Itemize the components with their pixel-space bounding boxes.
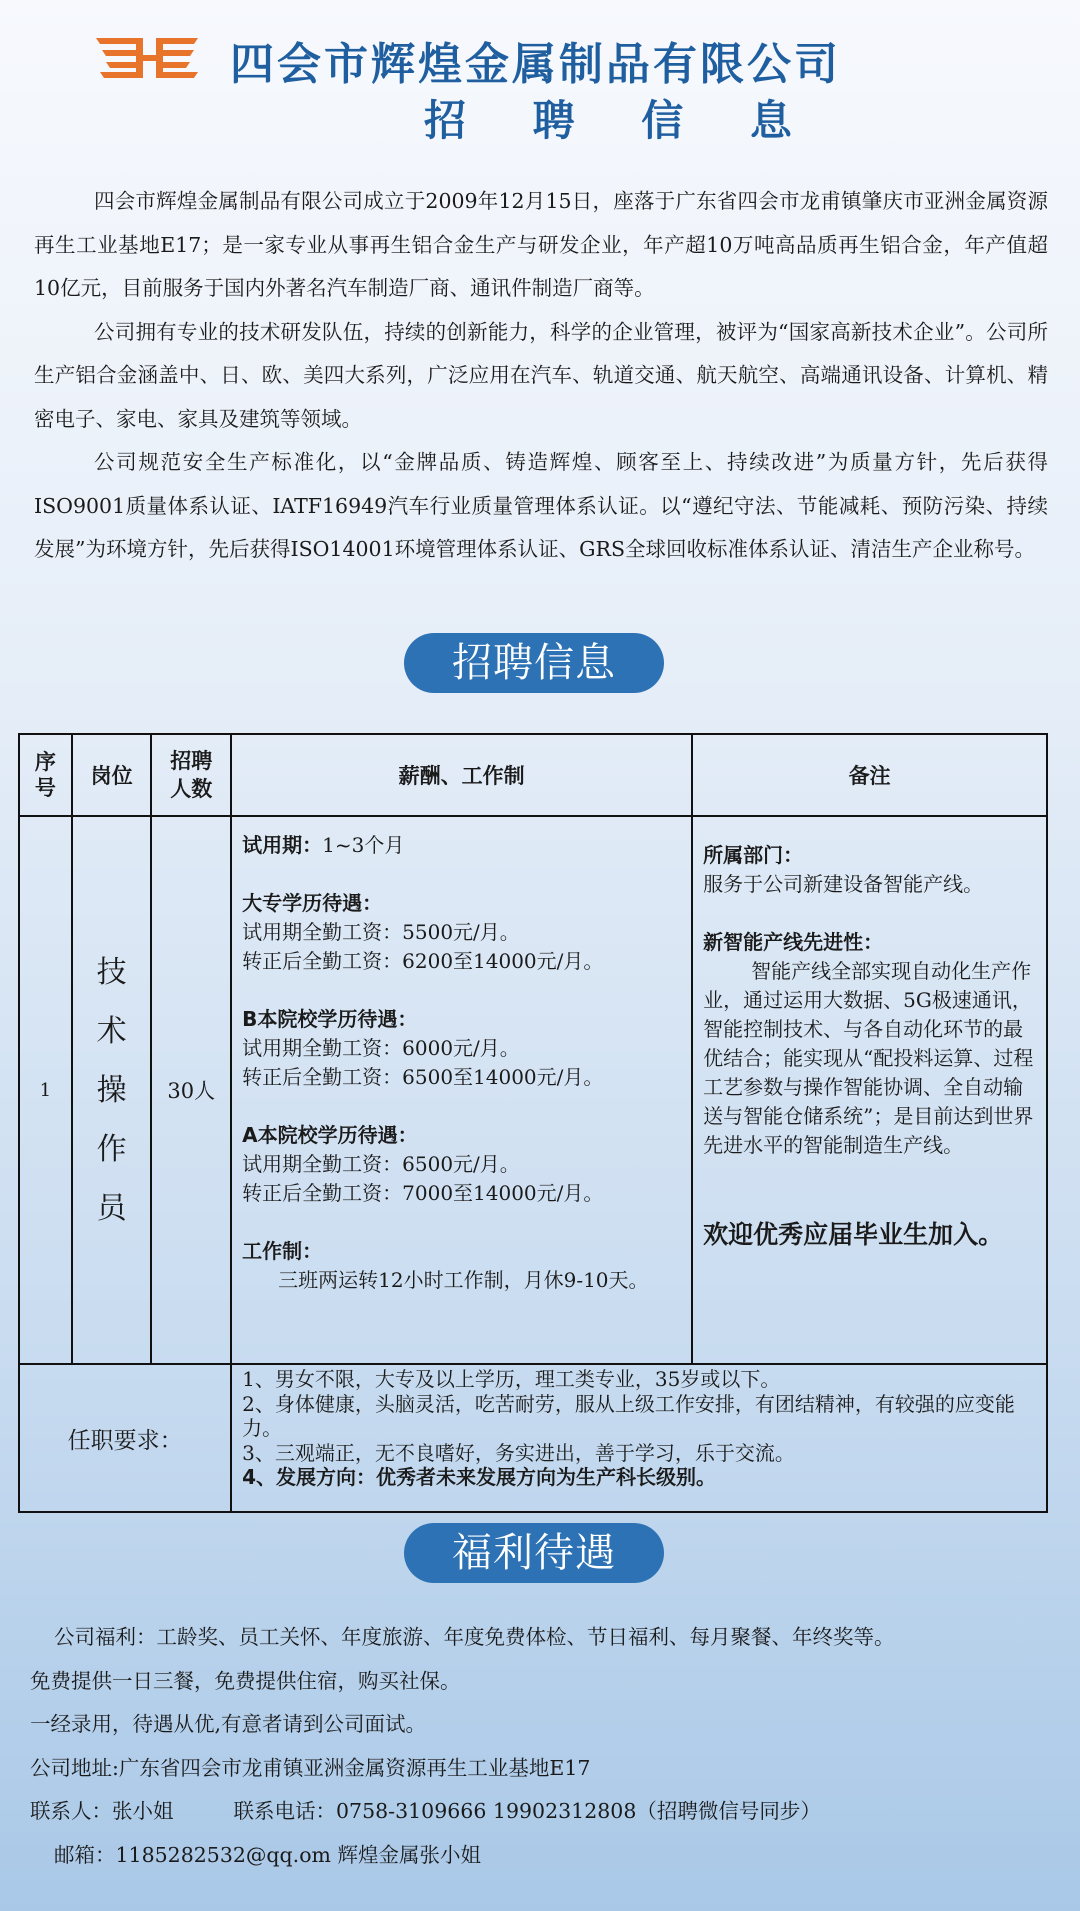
a-line: 试用期全勤工资：6500元/月。 <box>242 1152 520 1176</box>
contact-email: 邮箱：1185282532@qq.om 辉煌金属张小姐 <box>54 1842 481 1867</box>
probation-label: 试用期： <box>242 833 323 857</box>
post-char: 作 <box>96 1131 127 1167</box>
contact-person: 联系人：张小姐 <box>30 1799 174 1823</box>
header-pay: 薪酬、工作制 <box>231 734 692 816</box>
work-label: 工作制： <box>242 1239 323 1263</box>
requirement-item: 3、三观端正，无不良嗜好，务实进出，善于学习，乐于交流。 <box>242 1440 795 1465</box>
requirements-row <box>19 1364 1047 1512</box>
company-address: 公司地址:广东省四会市龙甫镇亚洲金属资源再生工业基地E17 <box>30 1755 591 1780</box>
table-header-row <box>19 734 1047 816</box>
row-no: 1 <box>19 816 72 1364</box>
welcome-text: 欢迎优秀应届毕业生加入。 <box>703 1220 1004 1249</box>
benefits-line: 免费提供一日三餐，免费提供住宿，购买社保。 <box>30 1668 461 1693</box>
dept-text: 服务于公司新建设备智能产线。 <box>703 872 984 896</box>
header-note: 备注 <box>692 734 1047 816</box>
a-line: 转正后全勤工资：7000至14000元/月。 <box>242 1181 604 1205</box>
company-intro <box>34 180 1048 572</box>
requirements-list <box>231 1364 1047 1512</box>
recruitment-subtitle: 招 聘 信 息 <box>424 96 818 145</box>
intro-paragraph: 公司规范安全生产标准化，以“金牌品质、铸造辉煌、顾客至上、持续改进”为质量方针，先后获得ISO9001质量体系认证、IATF16949汽车行业质量管理体系认证。以“遵纪守法、节能减耗、预防污染、持续发展”为环境方针，先后获得ISO14001环境管理体系认证、GRS全球回收标准体系认证、清洁生产企业称号。 <box>34 450 1048 561</box>
probation-line <box>242 831 681 860</box>
contact-line <box>30 1790 1060 1834</box>
header-post: 岗位 <box>72 734 152 816</box>
intro-paragraph: 公司拥有专业的技术研发队伍，持续的创新能力，科学的企业管理，被评为“国家高新技术企业”。公司所生产铝合金涵盖中、日、欧、美四大系列，广泛应用在汽车、轨道交通、航天航空、高端通讯设备、计算机、精密电子、家电、家具及建筑等领域。 <box>34 319 1048 431</box>
b-label: B本院校学历待遇： <box>242 1007 418 1031</box>
requirement-item: 2、身体健康，头脑灵活，吃苦耐劳，服从上级工作安排，有团结精神，有较强的应变能力。 <box>242 1391 1015 1440</box>
row-note <box>692 816 1047 1364</box>
intro-paragraph: 四会市辉煌金属制品有限公司成立于2009年12月15日，座落于广东省四会市龙甫镇肇庆市亚洲金属资源再生工业基地E17；是一家专业从事再生铝合金生产与研发企业，年产超10万吨高品质再生铝合金，年产值超10亿元，目前服务于国内外著名汽车制造厂商、通讯件制造厂商等。 <box>34 189 1048 300</box>
job-table <box>18 733 1048 1513</box>
page-header <box>0 28 1080 148</box>
table-row <box>19 816 1047 1364</box>
a-label: A本院校学历待遇： <box>242 1123 418 1147</box>
post-char: 术 <box>96 1013 127 1049</box>
header-count: 招聘人数 <box>151 734 231 816</box>
post-char: 技 <box>96 954 127 990</box>
adv-label: 新智能产线先进性： <box>703 930 884 954</box>
row-post <box>72 816 152 1364</box>
requirement-item: 4、发展方向：优秀者未来发展方向为生产科长级别。 <box>242 1465 717 1489</box>
b-line: 转正后全勤工资：6500至14000元/月。 <box>242 1065 604 1089</box>
benefits-section <box>30 1616 1060 1877</box>
post-char: 操 <box>96 1072 127 1108</box>
probation-value: 1~3个月 <box>322 833 405 857</box>
post-char: 员 <box>96 1190 127 1226</box>
header-no: 序号 <box>19 734 72 816</box>
row-pay <box>231 816 692 1364</box>
b-line: 试用期全勤工资：6000元/月。 <box>242 1036 520 1060</box>
college-line: 试用期全勤工资：5500元/月。 <box>242 920 520 944</box>
requirement-item: 1、男女不限，大专及以上学历，理工类专业，35岁或以下。 <box>242 1367 781 1391</box>
benefits-line: 公司福利：工龄奖、员工关怀、年度旅游、年度免费体检、节日福利、每月聚餐、年终奖等。 <box>54 1625 895 1649</box>
dept-label: 所属部门： <box>703 843 804 867</box>
requirements-label: 任职要求： <box>19 1364 231 1512</box>
college-label: 大专学历待遇： <box>242 891 383 915</box>
college-line: 转正后全勤工资：6200至14000元/月。 <box>242 949 604 973</box>
adv-text: 智能产线全部实现自动化生产作业，通过运用大数据、5G极速通讯，智能控制技术、与各自动化环节的最优结合；能实现从“配投料运算、过程工艺参数与操作智能协调、全自动输送与智能仓储系统”；是目前达到世界先进水平的智能制造生产线。 <box>703 959 1034 1157</box>
work-text: 三班两运转12小时工作制，月休9-10天。 <box>278 1268 649 1292</box>
row-count: 30人 <box>151 816 231 1364</box>
section-title-recruitment: 招聘信息 <box>404 633 664 693</box>
contact-phone: 联系电话：0758-3109666 19902312808（招聘微信号同步） <box>233 1799 821 1823</box>
company-logo-icon <box>96 36 202 80</box>
section-title-benefits: 福利待遇 <box>404 1523 664 1583</box>
company-name-title: 四会市辉煌金属制品有限公司 <box>230 39 841 90</box>
benefits-line: 一经录用，待遇从优,有意者请到公司面试。 <box>30 1712 427 1736</box>
